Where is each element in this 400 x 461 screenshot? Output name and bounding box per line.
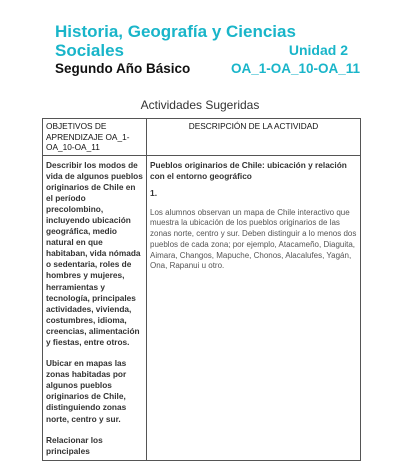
activity-title: Pueblos originarios de Chile: ubicación y relación con el entorno geográfico <box>150 159 347 181</box>
oa-code-label: OA_1-OA_10-OA_11 <box>230 61 360 76</box>
objective-text: Ubicar en mapas las zonas habitadas por algunos pueblos originarios de Chile, distinguiendo zonas norte, centro y sur. <box>46 358 127 424</box>
document-header <box>55 22 360 78</box>
unit-label: Unidad 2 <box>288 42 348 58</box>
section-heading: Actividades Sugeridas <box>140 98 260 112</box>
grade-label: Segundo Año Básico <box>55 61 191 76</box>
subject-title-row-2 <box>55 41 360 60</box>
subject-title-line-2: Sociales <box>55 41 124 60</box>
activities-table <box>42 118 361 461</box>
objectives-cell <box>43 155 147 460</box>
objectives-column-header: OBJETIVOS DE APRENDIZAJE OA_1-OA_10-OA_11 <box>43 119 147 156</box>
objective-text: Describir los modos de vida de algunos pueblos originarios de Chile en el período precolombino, incluyendo ubicación geográfica, medio natural en que habitaban, vida nómada o sedentaria, roles de hombres y mujeres, herramientas y tecnología, principales actividades, vivienda, costumbres, idioma, creencias, alimentación y fiestas, entre otros. <box>46 159 143 347</box>
activity-number: 1. <box>150 187 158 198</box>
activity-description-cell <box>147 155 361 460</box>
grade-row <box>55 60 360 78</box>
table-header-row <box>43 119 361 156</box>
activity-description: Los alumnos observan un mapa de Chile interactivo que muestra la ubicación de los pueblos originarios de las zonas norte, centro y sur. Deben distinguir a lo menos dos pueblos de cada zona; por ejemplo, Atacameño, Diaguita, Aimara, Changos, Mapuche, Chonos, Alacalufes, Yagán, Ona, Rapanui u otro. <box>150 207 357 271</box>
description-column-header: DESCRIPCIÓN DE LA ACTIVIDAD <box>147 119 361 156</box>
subject-title-line-1: Historia, Geografía y Ciencias <box>55 22 296 41</box>
objective-text: Relacionar los principales <box>46 434 103 456</box>
table-row <box>43 155 361 460</box>
